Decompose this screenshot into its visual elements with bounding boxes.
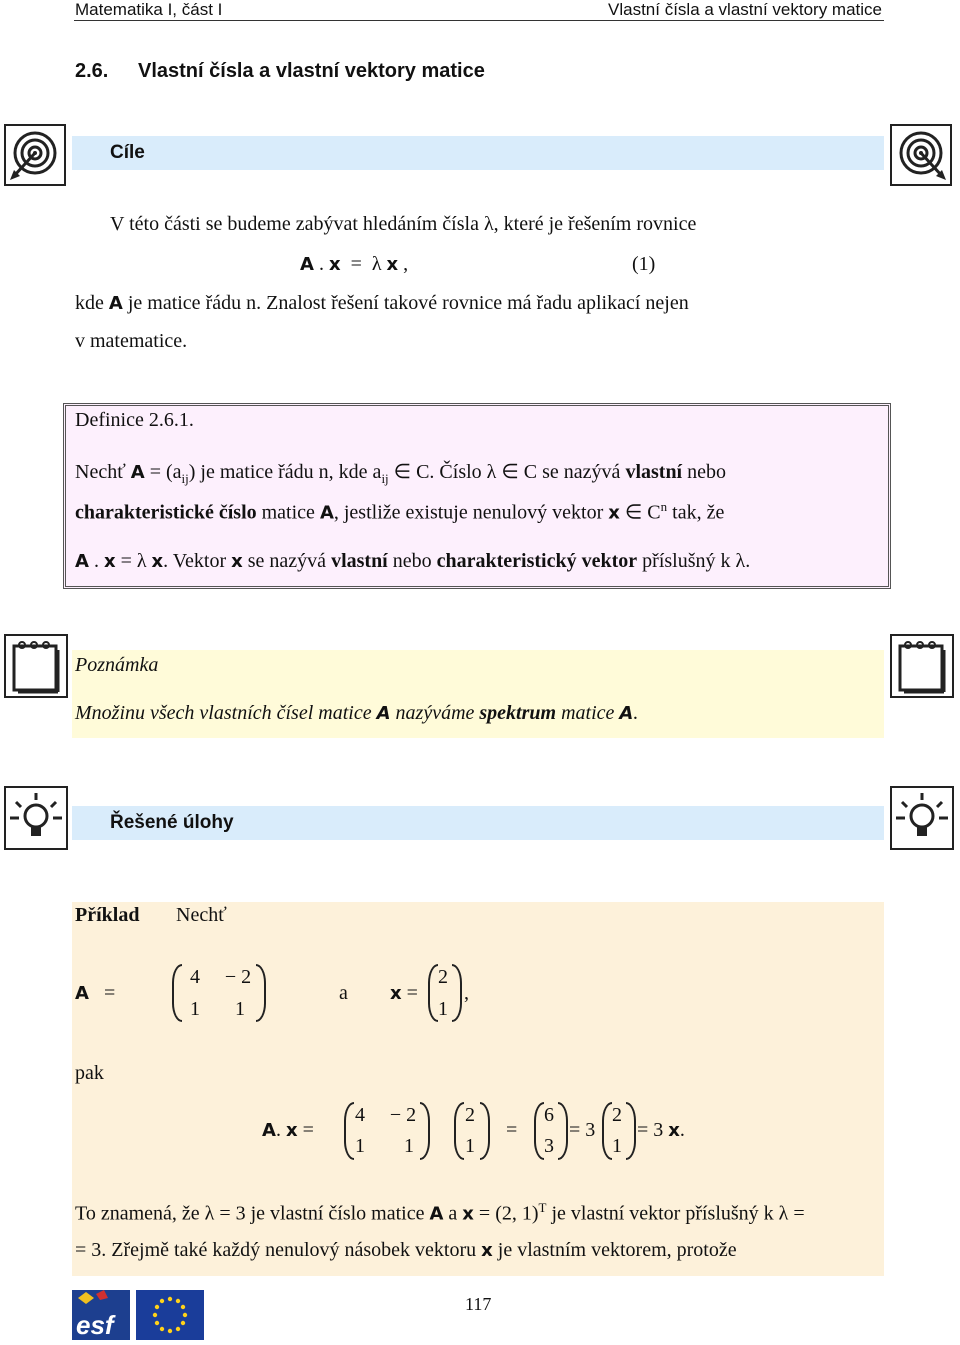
solved-title: Řešené úlohy (110, 812, 234, 833)
equals-sign: = (104, 982, 116, 1004)
goals-bar (72, 136, 884, 170)
pak-word: pak (75, 1062, 104, 1084)
definition-line2: charakteristické číslo matice A, jestliže existuje nenulový vektor x ∈ $C^n$ tak, že (75, 499, 725, 524)
header-right: Vlastní čísla a vlastní vektory matice (608, 0, 882, 19)
calc-result-final: = 3 x. (637, 1119, 685, 1141)
calc-lhs: A. x = (262, 1119, 314, 1141)
goals-intro: V této části se budeme zabývat hledáním čísla λ, které je řešením rovnice (110, 213, 697, 235)
section-number: 2.6. (75, 60, 109, 82)
page-number: 117 (465, 1294, 492, 1314)
lightbulb-icon (890, 786, 954, 850)
conclusion-line2: = 3. Zřejmě také každý nenulový násobek vektoru x je vlastním vektorem, protože (75, 1239, 737, 1261)
header-left: Matematika I, část I (75, 0, 223, 19)
note-text: Množinu všech vlastních čísel matice A nazýváme spektrum matice A. (75, 702, 639, 724)
example-intro: Nechť (176, 904, 227, 926)
note-title: Poznámka (75, 654, 159, 676)
definition-line1: Nechť $A = (a_{ij})$ je matice řádu n, kde $a_{ij}$ ∈ C. Číslo λ ∈ C se nazývá vlastní nebo (75, 461, 727, 486)
goals-title: Cíle (110, 142, 145, 163)
goals-line3: v matematice. (75, 330, 188, 352)
example-title: Příklad (75, 904, 140, 926)
esf-logo (72, 1290, 130, 1340)
svg-text:esf: esf (76, 1310, 114, 1340)
equation-number: (1) (632, 253, 656, 275)
header-divider (74, 20, 884, 21)
calc-equals: = (506, 1119, 518, 1141)
conclusion-line1: To znamená, že λ = 3 je vlastní číslo matice A a x = (2, 1)$^T$ je vlastní vektor příslušný k λ = (75, 1200, 805, 1225)
section-title: Vlastní čísla a vlastní vektory matice (138, 60, 485, 82)
matrix-A-label: A (75, 983, 89, 1004)
notepad-icon (4, 634, 68, 698)
equation-1: A . x = λ x , (300, 253, 409, 275)
target-icon (4, 124, 66, 186)
lightbulb-icon (4, 786, 68, 850)
goals-line2: kde A je matice řádu n. Znalost řešení takové rovnice má řadu aplikací nejen (75, 292, 689, 314)
definition-title: Definice 2.6.1. (75, 409, 194, 431)
vector-x-label: x = (390, 982, 418, 1004)
calc-scalar: = 3 (569, 1119, 596, 1141)
target-icon (890, 124, 952, 186)
notepad-icon (890, 634, 954, 698)
and-word: a (339, 982, 348, 1004)
solved-bar (72, 806, 884, 840)
definition-line3: A . x = λ x. Vektor x se nazývá vlastní nebo charakteristický vektor příslušný k λ. (75, 550, 751, 572)
comma: , (464, 982, 469, 1004)
eu-flag (136, 1290, 204, 1340)
